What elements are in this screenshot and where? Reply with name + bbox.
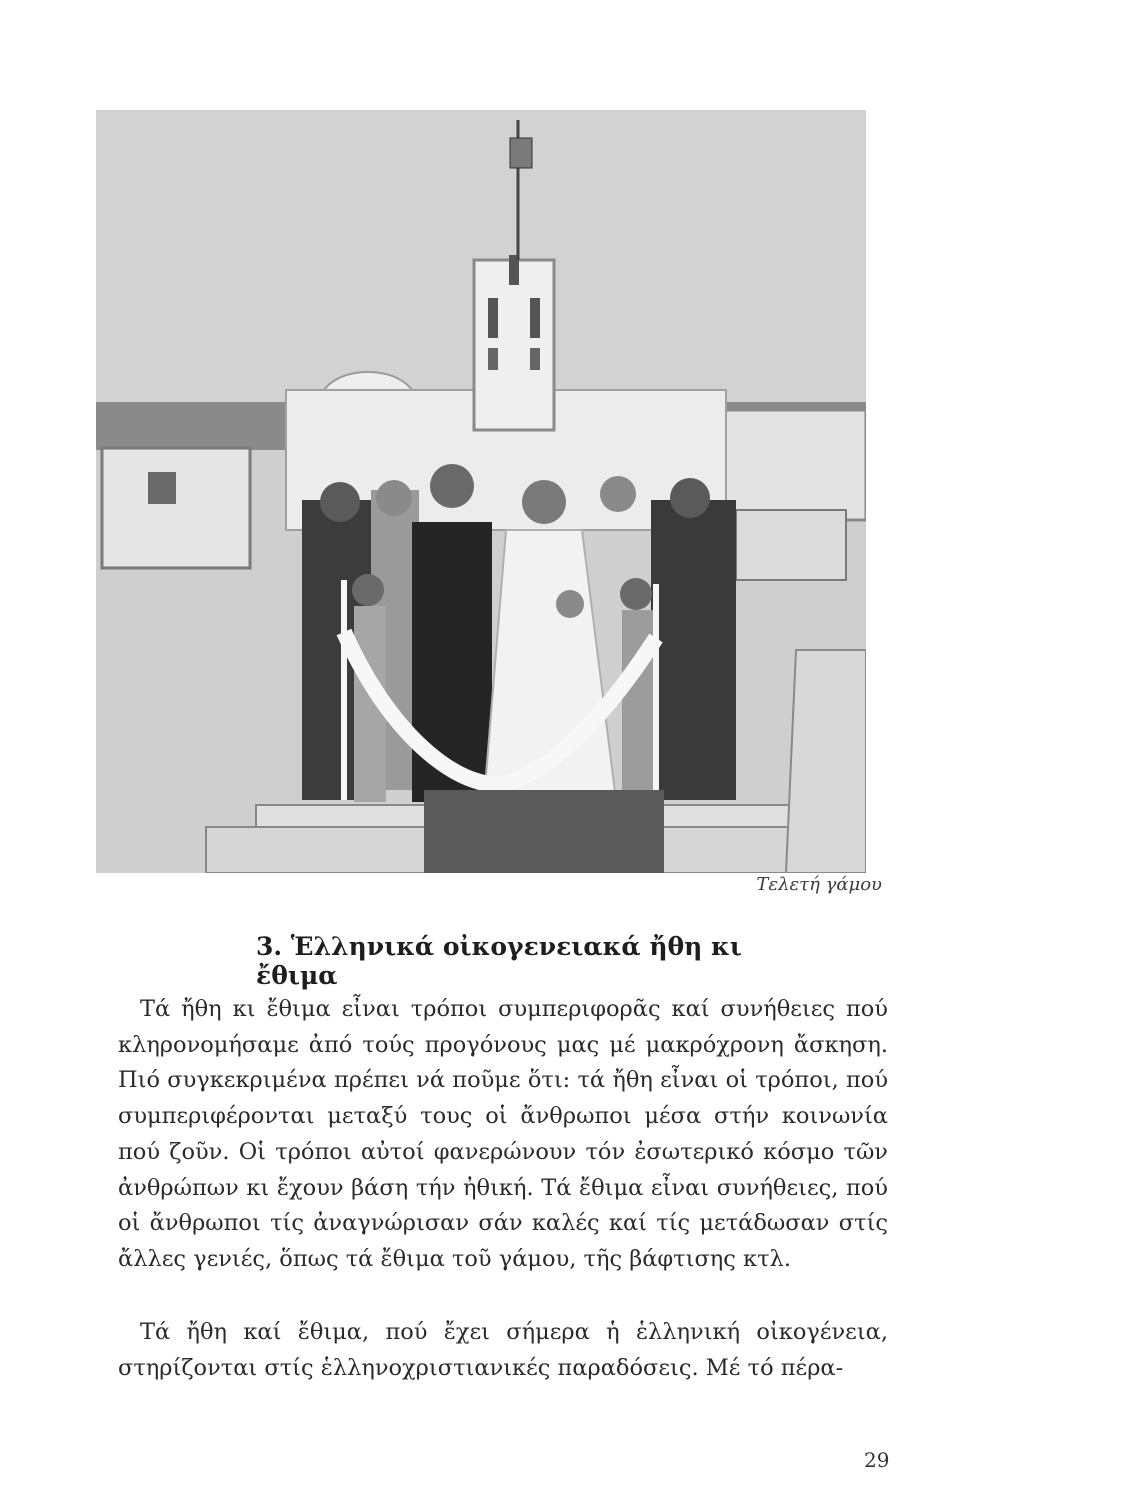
section-heading: 3. Ἑλληνικά οἰκογενειακά ἤθη κι ἔθιμα — [256, 932, 742, 990]
flag — [510, 138, 532, 168]
right-house — [718, 410, 866, 520]
paragraph-1: Τά ἤθη κι ἔθιμα εἶναι τρόποι συμπεριφορᾶς καί συνήθειες πού κληρονομήσαμε ἀπό τούς προγόνους μας μέ μακρόχρονη ἄσκηση. Πιό συγκεκριμένα πρέπει νά ποῦμε ὅτι: τά ἤθη εἶναι οἱ τρόποι, πού συμπεριφέρονται μεταξύ τους οἱ ἄνθρωποι μέσα στήν κοινωνία πού ζοῦν. Οἱ τρόποι αὐτοί φανερώνουν τόν ἐσωτερικό κόσμο τῶν ἀνθρώπων κι ἔχουν βάση τήν ἠθική. Τά ἔθιμα εἶναι συνήθειες, πού οἱ ἄνθρωποι τίς ἀναγνώρισαν σάν καλές καί τίς μετάδωσαν στίς ἄλλες γενιές, ὅπως τά ἔθιμα τοῦ γάμου, τῆς βάφτισης κτλ. — [118, 996, 888, 1272]
figure-caption: Τελετή γάμου — [756, 874, 882, 895]
left-house — [102, 448, 250, 568]
bride-head — [522, 480, 566, 524]
carpet — [424, 790, 664, 873]
bell-tower — [474, 260, 554, 430]
groom-head — [430, 464, 474, 508]
wedding-illustration — [96, 110, 866, 873]
groom — [412, 522, 492, 802]
paragraph-2: Τά ἤθη καί ἔθιμα, πού ἔχει σήμερα ἡ ἑλληνική οἰκογένεια, στηρίζονται στίς ἑλληνοχριστιανικές παραδόσεις. Μέ τό πέρα- — [118, 1319, 888, 1381]
page-number: 29 — [864, 1448, 890, 1472]
